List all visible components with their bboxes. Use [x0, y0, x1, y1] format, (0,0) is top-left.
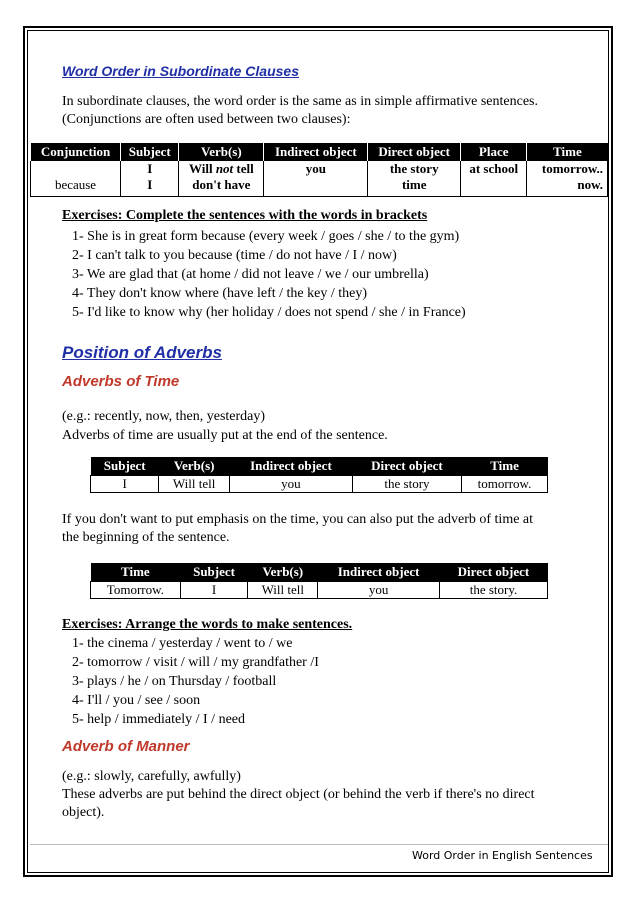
- table-row: [31, 177, 608, 197]
- cell-verb: don't have: [179, 177, 264, 197]
- subordinate-word-order-table: [30, 143, 608, 197]
- cell-direct-object: time: [368, 177, 461, 197]
- emphasis-line-2: the beginning of the sentence.: [62, 530, 230, 545]
- header-place: Place: [461, 143, 527, 161]
- cell-subject: I: [91, 476, 159, 493]
- header-direct-object: Direct object: [439, 563, 547, 582]
- table-row: [91, 582, 548, 599]
- exercise-2-heading: Exercises: Arrange the words to make sentences.: [62, 617, 353, 632]
- list-item: 3- We are glad that (at home / did not leave / we / our umbrella): [72, 267, 429, 282]
- manner-rule-line-1: These adverbs are put behind the direct object (or behind the verb if there's no direct: [62, 787, 535, 802]
- cell-indirect-object: you: [229, 476, 352, 493]
- time-examples: (e.g.: recently, now, then, yesterday): [62, 409, 266, 424]
- cell-indirect-object: you: [264, 161, 368, 177]
- cell-time: tomorrow..: [527, 161, 608, 177]
- verb-negation: not: [215, 161, 234, 176]
- list-item: 5- help / immediately / I / need: [72, 712, 246, 727]
- list-item: 1- She is in great form because (every week / goes / she / to the gym): [72, 229, 460, 244]
- cell-direct-object: the story: [368, 161, 461, 177]
- header-subject: Subject: [91, 457, 159, 476]
- subheading-adverbs-of-time: Adverbs of Time: [62, 373, 180, 390]
- cell-verb: [179, 161, 264, 177]
- verb-part: Will: [188, 161, 216, 176]
- header-indirect-object: Indirect object: [318, 563, 440, 582]
- intro-line-1: In subordinate clauses, the word order is the same as in simple affirmative sentences.: [62, 94, 538, 109]
- list-item: 4- I'll / you / see / soon: [72, 693, 201, 708]
- cell-subject: I: [121, 177, 179, 197]
- header-verbs: Verb(s): [248, 563, 318, 582]
- header-indirect-object: Indirect object: [264, 143, 368, 161]
- cell-time: tomorrow.: [462, 476, 548, 493]
- footer-title: Word Order in English Sentences: [412, 849, 593, 862]
- table-row: [91, 476, 548, 493]
- list-item: 3- plays / he / on Thursday / football: [72, 674, 277, 689]
- header-subject: Subject: [180, 563, 248, 582]
- cell-direct-object: the story.: [439, 582, 547, 599]
- manner-rule-line-2: object).: [62, 805, 105, 820]
- cell-indirect-object: you: [318, 582, 440, 599]
- exercise-1-list: [72, 227, 466, 322]
- section-title-adverbs: Position of Adverbs: [62, 343, 222, 362]
- manner-examples: (e.g.: slowly, carefully, awfully): [62, 769, 241, 784]
- header-indirect-object: Indirect object: [229, 457, 352, 476]
- verb-part: tell: [233, 161, 254, 176]
- section-title-subordinate: Word Order in Subordinate Clauses: [62, 63, 300, 79]
- cell-place: at school: [461, 161, 527, 177]
- adverb-time-end-table: [90, 457, 548, 493]
- list-item: 1- the cinema / yesterday / went to / we: [72, 636, 293, 651]
- header-direct-object: Direct object: [368, 143, 461, 161]
- subheading-adverb-of-manner: Adverb of Manner: [62, 738, 190, 755]
- list-item: 2- tomorrow / visit / will / my grandfather /I: [72, 655, 319, 670]
- cell-subject: I: [121, 161, 179, 177]
- list-item: 4- They don't know where (have left / the key / they): [72, 286, 368, 301]
- time-rule: Adverbs of time are usually put at the end of the sentence.: [62, 428, 388, 443]
- exercise-2-list: [72, 634, 319, 729]
- header-time: Time: [462, 457, 548, 476]
- table-row: [31, 161, 608, 177]
- header-verbs: Verb(s): [179, 143, 264, 161]
- header-time: Time: [91, 563, 181, 582]
- cell-place: [461, 177, 527, 197]
- header-time: Time: [527, 143, 608, 161]
- footer-divider: [30, 844, 608, 845]
- header-direct-object: Direct object: [352, 457, 461, 476]
- adverb-time-beginning-table: [90, 563, 548, 599]
- list-item: 2- I can't talk to you because (time / do not have / I / now): [72, 248, 397, 263]
- cell-subject: I: [180, 582, 248, 599]
- header-verbs: Verb(s): [159, 457, 230, 476]
- cell-verb: Will tell: [159, 476, 230, 493]
- list-item: 5- I'd like to know why (her holiday / does not spend / she / in France): [72, 305, 466, 320]
- header-subject: Subject: [121, 143, 179, 161]
- cell-time: now.: [527, 177, 608, 197]
- emphasis-line-1: If you don't want to put emphasis on the time, you can also put the adverb of time at: [62, 512, 534, 527]
- exercise-1-heading: Exercises: Complete the sentences with the words in brackets: [62, 208, 428, 223]
- header-conjunction: Conjunction: [31, 143, 121, 161]
- cell-indirect-object: [264, 177, 368, 197]
- cell-direct-object: the story: [352, 476, 461, 493]
- intro-line-2: (Conjunctions are often used between two clauses):: [62, 112, 351, 127]
- cell-conjunction: [31, 161, 121, 177]
- cell-verb: Will tell: [248, 582, 318, 599]
- cell-time: Tomorrow.: [91, 582, 181, 599]
- cell-conjunction: because: [31, 177, 121, 197]
